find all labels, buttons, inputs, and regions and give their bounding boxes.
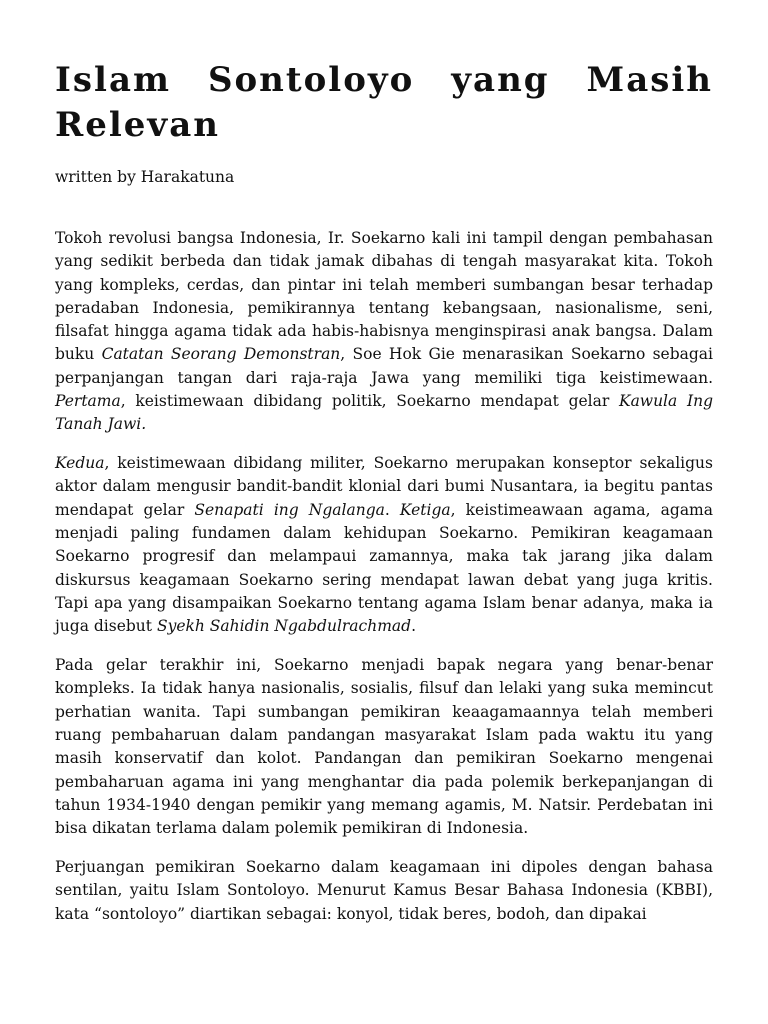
italic-phrase: Pertama bbox=[55, 392, 121, 411]
text-run: Tokoh revolusi bangsa Indonesia, Ir. Soekarno kali ini tampil dengan pembahasan yang sedikit berbeda dan tidak jamak dibahas di tengah masyarakat kita. Tokoh yang kompleks, cerdas, dan pintar ini telah memberi sumbangan besar terhadap peradaban Indonesia, pemikirannya tentang kebangsaan, nasionalisme, seni, filsafat hingga agama tidak ada habis-habisnya menginspirasi anak bangsa. Dalam buku bbox=[55, 229, 713, 364]
article bbox=[55, 0, 713, 941]
italic-phrase: Senapati ing Ngalanga bbox=[194, 500, 385, 519]
article-byline: written by Harakatuna bbox=[55, 168, 235, 186]
text-run: . bbox=[411, 617, 417, 636]
italic-phrase: Syekh Sahidin Ngabdulrachmad bbox=[156, 617, 412, 636]
article-title: Islam Sontoloyo yang Masih Relevan bbox=[55, 60, 713, 145]
paragraph bbox=[55, 654, 713, 840]
paragraph bbox=[55, 227, 713, 437]
italic-phrase: Catatan Seorang Demonstran bbox=[101, 345, 341, 364]
text-run: Perjuangan pemikiran Soekarno dalam keagamaan ini dipoles dengan bahasa sentilan, yaitu Islam Sontoloyo. Menurut Kamus Besar Bahasa Indonesia (KBBI), kata “sontoloyo” diartikan sebagai: konyol, tidak beres, bodoh, dan dipakai bbox=[55, 857, 713, 923]
italic-phrase: Ketiga bbox=[399, 500, 451, 519]
text-run: , keistimewaan dibidang militer, Soekarno merupakan konseptor sekaligus aktor dalam mengusir bandit-bandit klonial dari bumi Nusantara, ia begitu pantas mendapat gelar bbox=[55, 454, 713, 519]
article-body bbox=[55, 227, 713, 926]
text-run: , keistimewaan dibidang politik, Soekarno mendapat gelar bbox=[120, 392, 619, 411]
text-run: , keistimeawaan agama, agama menjadi paling fundamen dalam kehidupan Soekarno. Pemikiran keagamaan Soekarno progresif dan melampaui zamannya, maka tak jarang jika dalam diskursus keagamaan Soekarno sering mendapat lawan debat yang juga kritis. Tapi apa yang disampaikan Soekarno tentang agama Islam benar adanya, maka ia juga disebut bbox=[55, 500, 713, 636]
italic-phrase: Kedua bbox=[55, 454, 105, 473]
italic-phrase: Kawula Ing Tanah Jawi. bbox=[55, 392, 713, 434]
text-run: , Soe Hok Gie menarasikan Soekarno sebagai perpanjangan tangan dari raja-raja Jawa yang memiliki tiga keistimewaan. bbox=[55, 345, 714, 387]
text-run: Pada gelar terakhir ini, Soekarno menjadi bapak negara yang benar-benar kompleks. Ia tidak hanya nasionalis, sosialis, filsuf dan lelaki yang suka memincut perhatian wanita. Tapi sumbangan pemikiran keaagamaannya telah memberi ruang pembaharuan dalam pandangan masyarakat Islam pada waktu itu yang masih konservatif dan kolot. Pandangan dan pemikiran Soekarno mengenai pembaharuan agama ini yang menghantar dia pada polemik berkepanjangan di tahun 1934-1940 dengan pemikir yang memang agamis, M. Natsir. Perdebatan ini bisa dikatan terlama dalam polemik pemikiran di Indonesia. bbox=[55, 656, 713, 838]
text-run: . bbox=[384, 500, 400, 519]
paragraph bbox=[55, 452, 713, 638]
paragraph bbox=[55, 856, 713, 926]
